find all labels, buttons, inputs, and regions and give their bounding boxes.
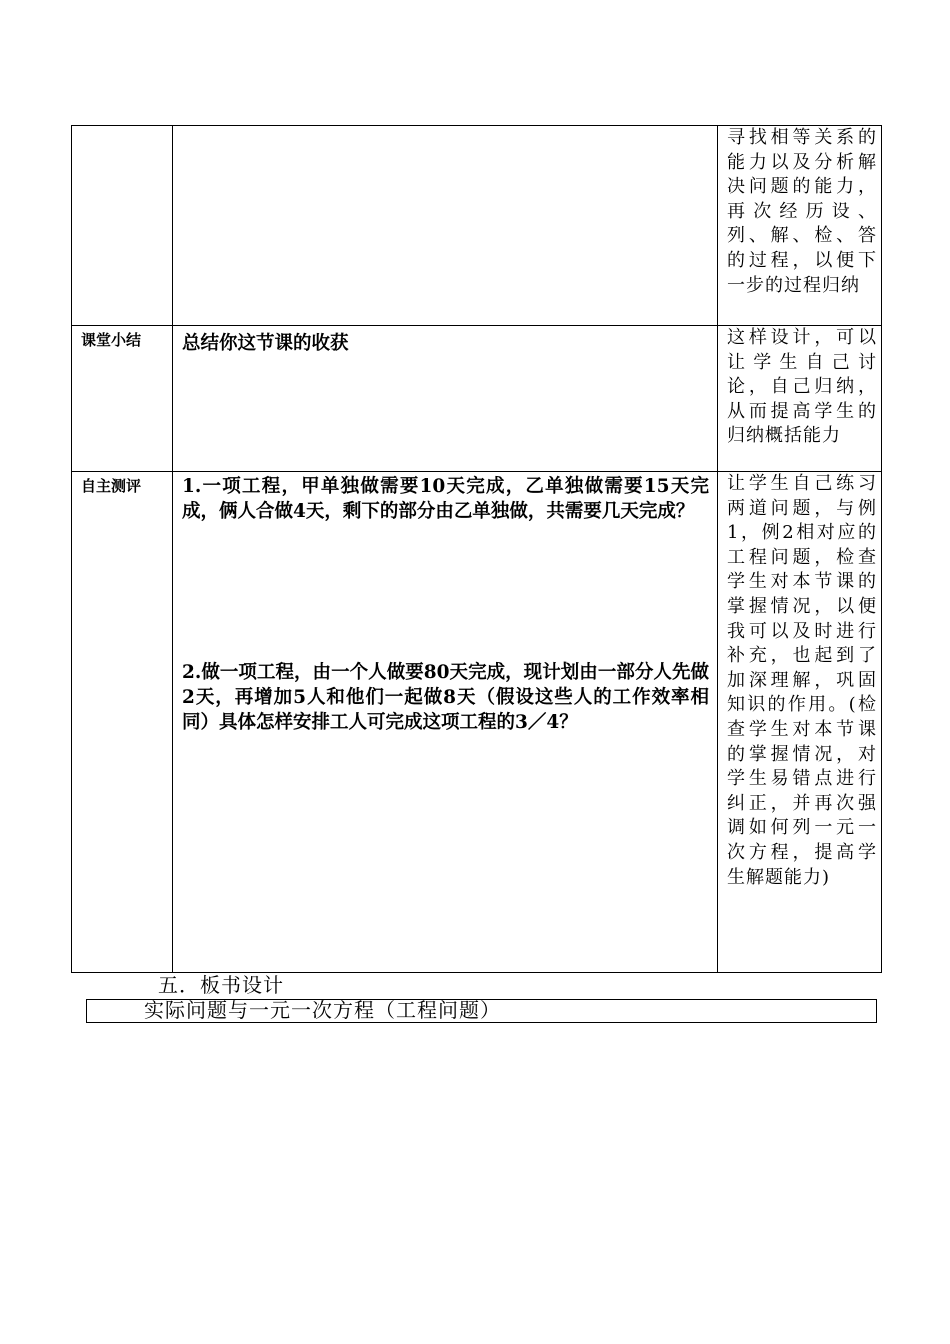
design-note: 让学生自己练习两道问题，与例1，例2相对应的工程问题，检查学生对本节课的掌握情况，以便我可以及时进行补充，也起到了加深理解，巩固知识的作用。(检查学生对本节课的掌握情况，对学生易错点进行纠正，并再次强调如何列一元一次方程，提高学生解题能力) [727,473,877,888]
design-note-cell [718,326,882,472]
stage-cell [72,126,173,326]
table-row [72,126,882,326]
stage-cell [72,326,173,472]
stage-label [72,126,172,130]
lesson-plan-table [71,125,882,973]
design-note: 这样设计，可以让学生自己讨论，自己归纳，从而提高学生的归纳概括能力 [727,327,877,447]
summary-prompt: 总结你这节课的收获 [182,333,349,354]
design-note-cell [718,126,882,326]
design-note: 寻找相等关系的能力以及分析解决问题的能力，再次经历设、列、解、检、答的过程，以便下一步的过程归纳 [727,127,877,296]
stage-label: 自主测评 [81,477,142,495]
stage-label: 课堂小结 [81,331,142,349]
content-cell [173,326,718,472]
content-cell [173,472,718,973]
board-design-box [86,999,877,1023]
table-row [72,326,882,472]
content-cell [173,126,718,326]
section-heading: 五．板书设计 [158,973,284,997]
exercise-1: 1.一项工程，甲单独做需要10天完成，乙单独做需要15天完成，俩人合做4天，剩下的部分由乙单独做，共需要几天完成？ [182,476,709,522]
design-note-cell [718,472,882,973]
table-row [72,472,882,973]
stage-cell [72,472,173,973]
board-title: 实际问题与一元一次方程（工程问题） [144,998,501,1022]
exercise-2: 2.做一项工程，由一个人做要80天完成，现计划由一部分人先做2天，再增加5人和他们一起做8天（假设这些人的工作效率相同）具体怎样安排工人可完成这项工程的3／4？ [182,662,709,733]
